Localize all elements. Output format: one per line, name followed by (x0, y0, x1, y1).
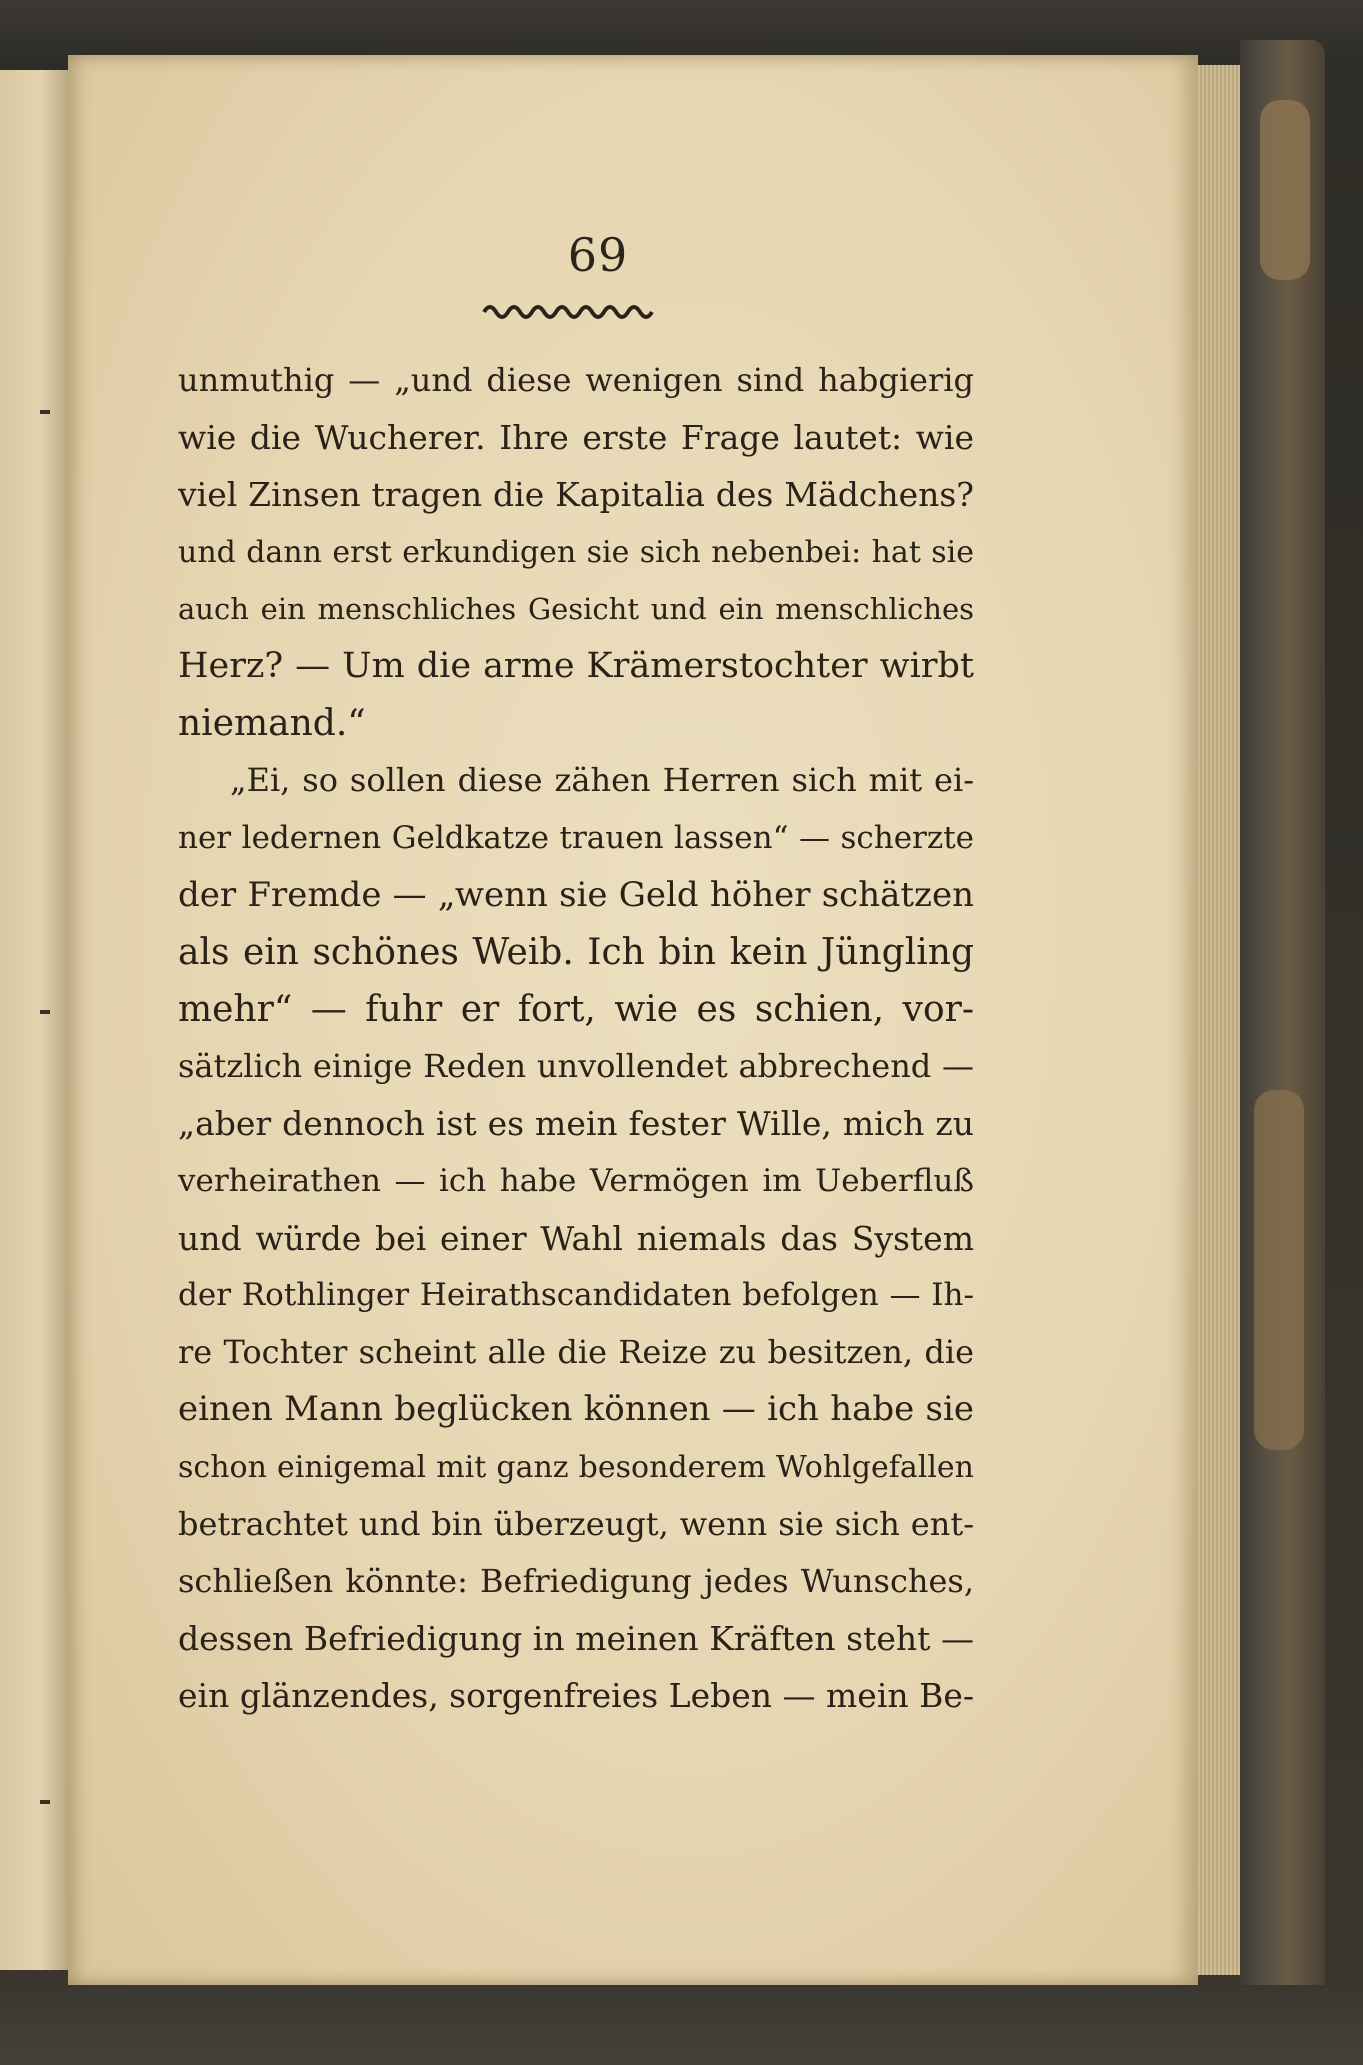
text-line: viel Zinsen tragen die Kapitalia des Mädchens? (178, 475, 974, 515)
text-line: dessen Befriedigung in meinen Kräften steht — (178, 1619, 974, 1659)
margin-mark (40, 410, 50, 414)
text-line: ein glänzendes, sorgenfreies Leben — mein Be- (178, 1676, 974, 1716)
text-line: der Fremde — „wenn sie Geld höher schätzen (178, 874, 974, 915)
text-line: sätzlich einige Reden unvollendet abbrechend — (178, 1047, 974, 1086)
text-line: Herz? — Um die arme Krämerstochter wirbt (178, 645, 974, 686)
text-line: re Tochter scheint alle die Reize zu besitzen, die (178, 1333, 974, 1372)
margin-mark (40, 1010, 50, 1014)
scan-bottom-border (0, 1985, 1363, 2065)
text-line: einen Mann beglücken können — ich habe sie (178, 1389, 974, 1430)
cover-wear (1260, 100, 1310, 280)
page-body-text (178, 352, 974, 1725)
book-cover (1240, 40, 1325, 2000)
text-line: niemand.“ (178, 703, 366, 745)
text-line: betrachtet und bin überzeugt, wenn sie sich ent- (178, 1504, 974, 1543)
text-line: „aber dennoch ist es mein fester Wille, mich zu (178, 1104, 974, 1144)
text-line: unmuthig — „und diese wenigen sind habgierig (178, 361, 974, 399)
text-line: schließen könnte: Befriedigung jedes Wunsches, (178, 1561, 974, 1600)
page-number: 69 (567, 228, 629, 282)
ornament-divider (480, 298, 660, 322)
text-line: und würde bei einer Wahl niemals das System (178, 1218, 974, 1258)
text-line: als ein schönes Weib. Ich bin kein Jüngling (178, 931, 974, 973)
text-line: und dann erst erkundigen sie sich nebenbei: hat sie (178, 534, 974, 570)
text-line: mehr“ — fuhr er fort, wie es schien, vor- (178, 989, 974, 1031)
text-line: verheirathen — ich habe Vermögen im Ueberfluß (178, 1162, 974, 1199)
text-line: schon einigemal mit ganz besonderem Wohlgefallen (178, 1449, 974, 1485)
facing-page-edge (0, 70, 71, 1970)
text-line: der Rothlinger Heirathscandidaten befolgen — Ih- (178, 1277, 974, 1313)
text-line: „Ei, so sollen diese zähen Herren sich mit ei- (230, 761, 974, 800)
text-line: auch ein menschliches Gesicht und ein menschliches (178, 591, 974, 626)
text-line: wie die Wucherer. Ihre erste Frage lautet: wie (178, 418, 974, 458)
text-line: ner ledernen Geldkatze trauen lassen“ — scherzte (178, 819, 974, 856)
margin-mark (40, 1800, 50, 1804)
cover-wear (1254, 1090, 1304, 1450)
page-edges (1198, 65, 1242, 1975)
